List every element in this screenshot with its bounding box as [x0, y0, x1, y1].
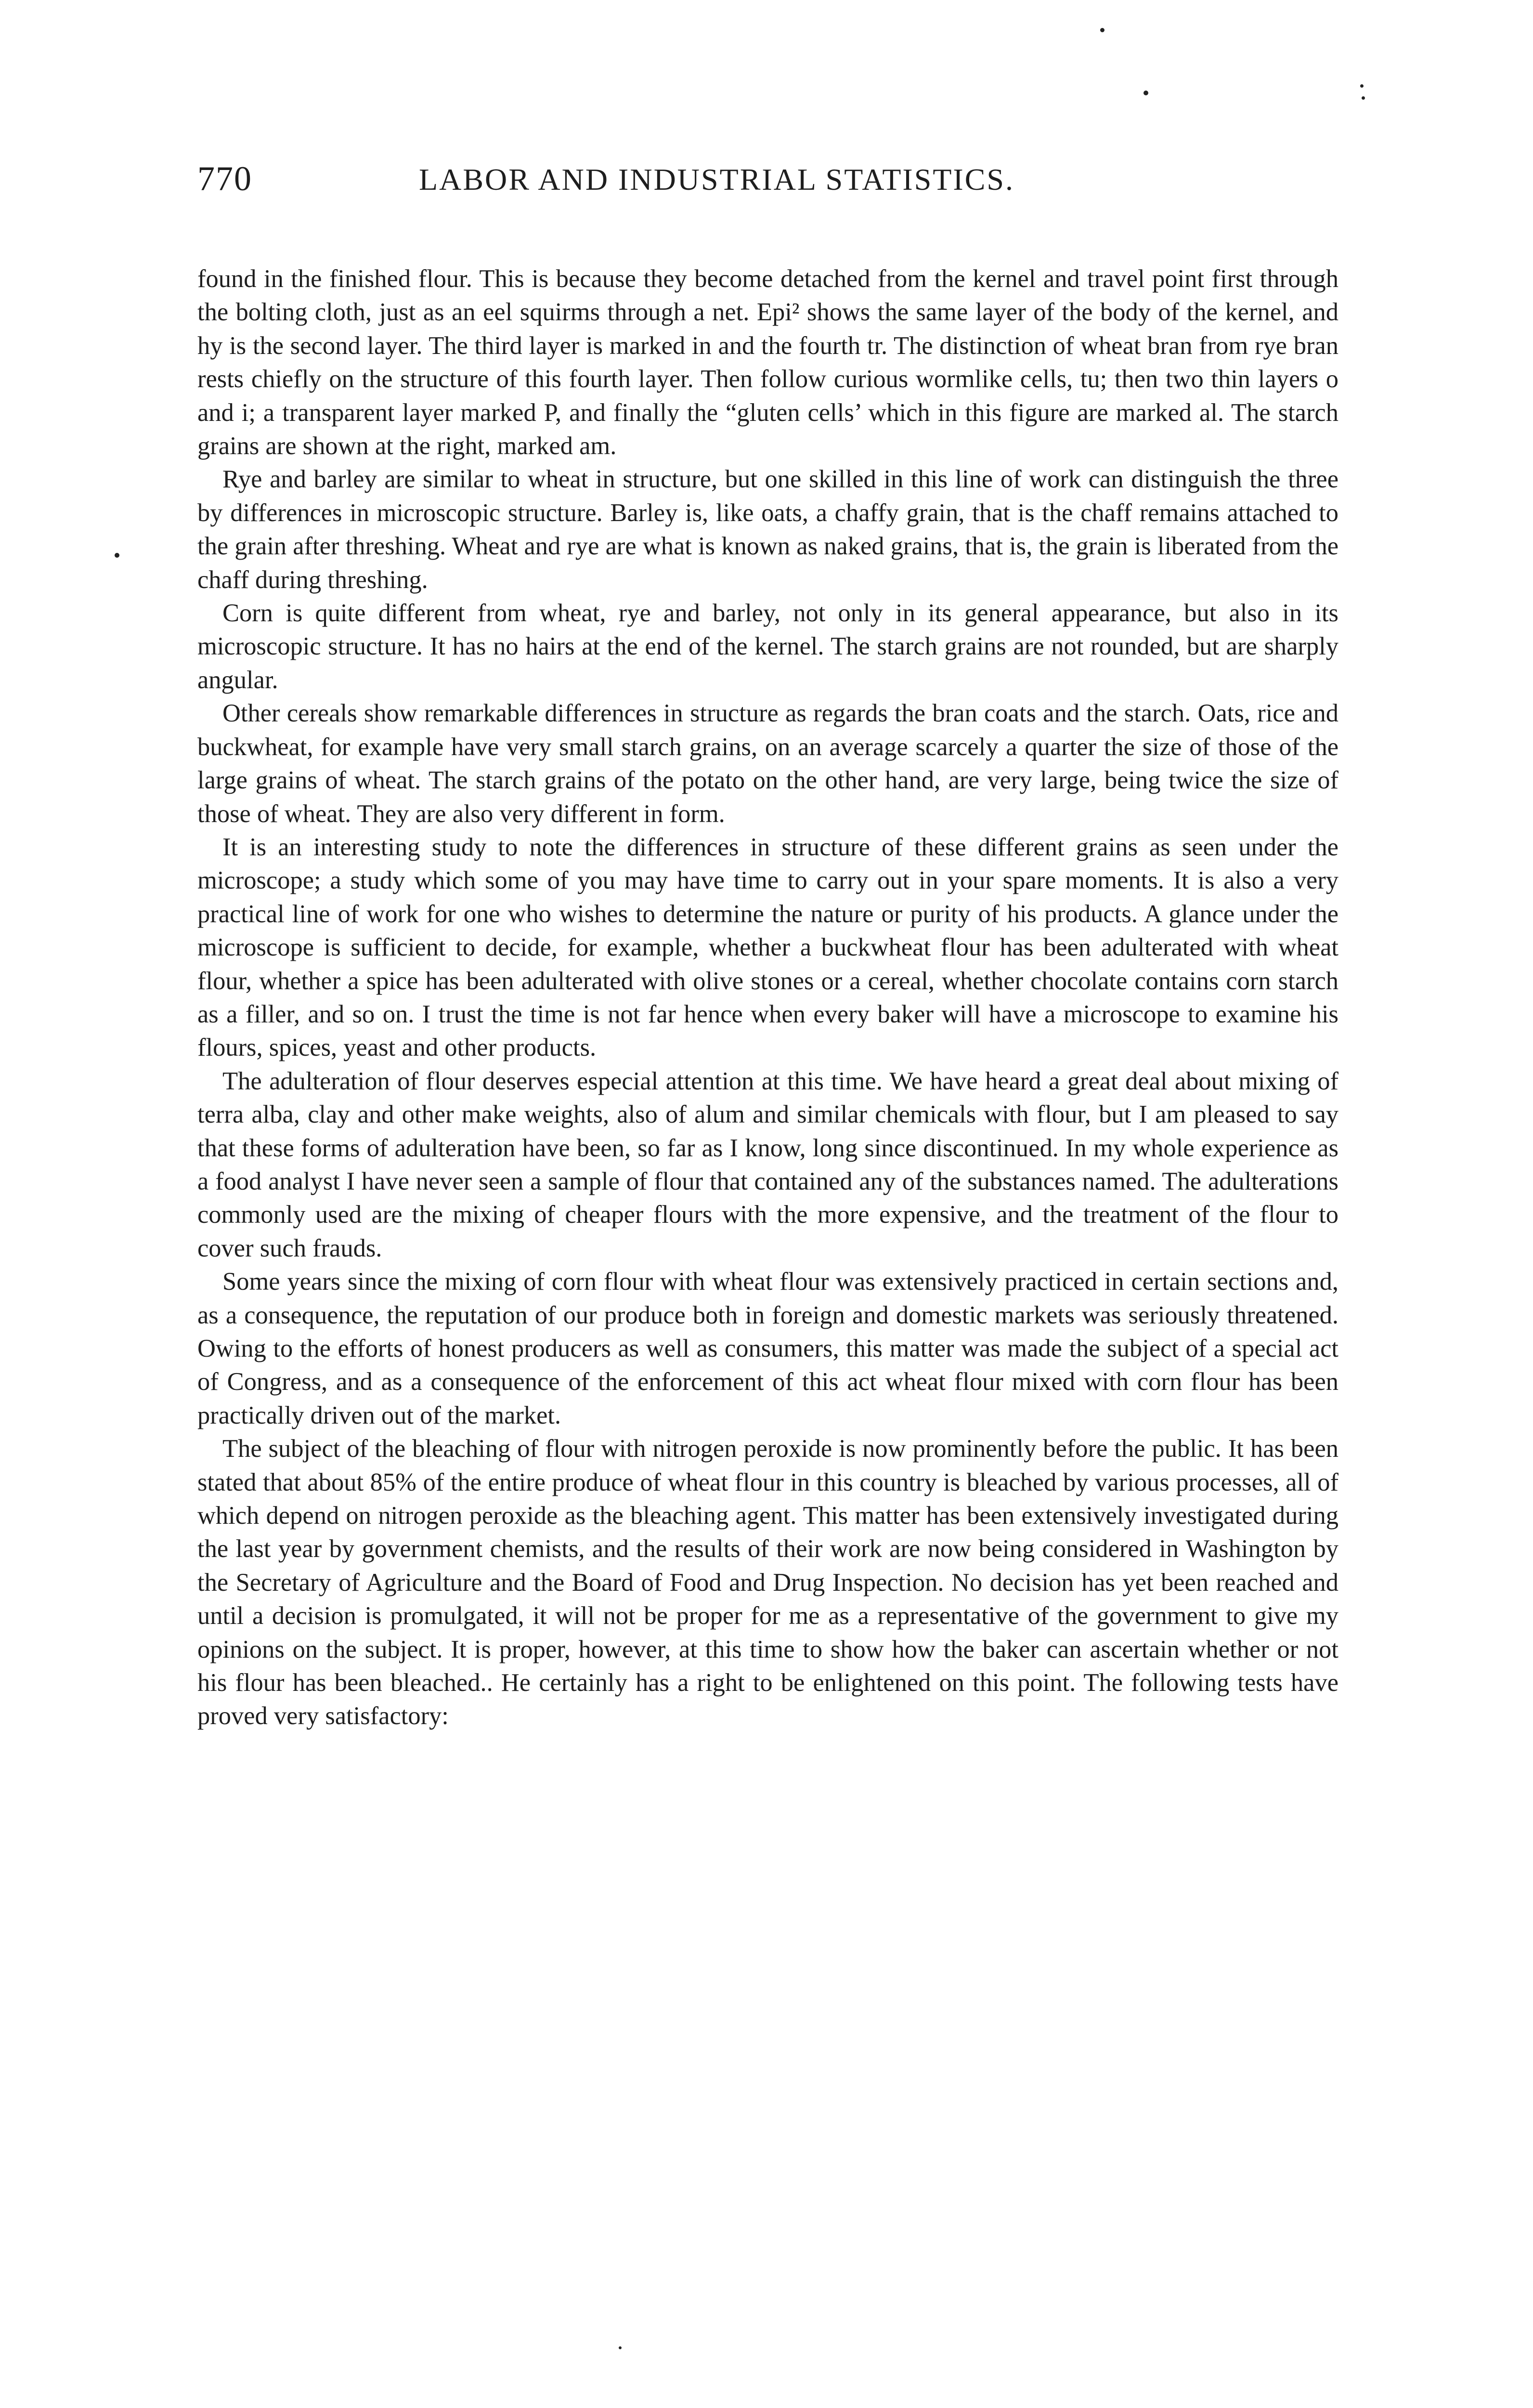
paragraph-8: The subject of the bleaching of flour with nitrogen peroxide is now prominently before the public. It has been stated that about 85% of the entire produce of wheat flour in this country is bleached by various processes, all of which depend on nitrogen peroxide as the bleaching agent. This matter has been extensively investigated during the last year by government chemists, and the results of their work are now being considered in Washington by the Secretary of Agriculture and the Board of Food and Drug Inspection. No decision has yet been reached and until a decision is promulgated, it will not be proper for me as a representative of the government to give my opinions on the subject. It is proper, however, at this time to show how the baker can ascertain whether or not his flour has been bleached.. He certainly has a right to be enlightened on this point. The following tests have proved very satisfactory: [197, 1435, 1338, 1730]
paragraph-6: The adulteration of flour deserves especial attention at this time. We have heard a great deal about mixing of terra alba, clay and other make weights, also of alum and similar chemicals with flour, but I am pleased to say that these forms of adulteration have been, so far as I know, long since discontinued. In my whole experience as a food analyst I have never seen a sample of flour that contained any of the substances named. The adulterations commonly used are the mixing of cheaper flours with the more expensive, and the treatment of the flour to cover such frauds. [197, 1067, 1338, 1262]
scan-speck [1143, 91, 1148, 95]
page-number: 770 [197, 159, 252, 198]
scan-speck [115, 553, 119, 558]
page-header [197, 159, 1338, 217]
paragraph-3: Corn is quite different from wheat, rye and barley, not only in its general appearance, but also in its microscopic structure. It has no hairs at the end of the kernel. The starch grains are not rounded, but are sharply angular. [197, 599, 1338, 694]
body-text [197, 262, 1338, 1733]
paragraph-1: found in the finished flour. This is because they become detached from the kernel and travel point first through the bolting cloth, just as an eel squirms through a net. Epi² shows the same layer of the body of the kernel, and hy is the second layer. The third layer is marked in and the fourth tr. The distinction of wheat bran from rye bran rests chiefly on the structure of this fourth layer. Then follow curious wormlike cells, tu; then two thin layers o and i; a transparent layer marked P, and finally the “gluten cells’ which in this figure are marked al. The starch grains are shown at the right, marked am. [197, 265, 1338, 460]
paragraph-5: It is an interesting study to note the differences in structure of these different grains as seen under the microscope; a study which some of you may have time to carry out in your spare moments. It is also a very practical line of work for one who wishes to determine the nature or purity of his products. A glance under the microscope is sufficient to decide, for example, whether a buckwheat flour has been adulterated with wheat flour, whether a spice has been adulterated with olive stones or a cereal, whether chocolate contains corn starch as a filler, and so on. I trust the time is not far hence when every baker will have a microscope to examine his flours, spices, yeast and other products. [197, 833, 1338, 1062]
paragraph-4: Other cereals show remarkable differences in structure as regards the bran coats and the starch. Oats, rice and buckwheat, for example have very small starch grains, on an average scarcely a quarter the size of those of the large grains of wheat. The starch grains of the potato on the other hand, are very large, being twice the size of those of wheat. They are also very different in form. [197, 699, 1338, 828]
paragraph-7: Some years since the mixing of corn flour with wheat flour was extensively practiced in certain sections and, as a consequence, the reputation of our produce both in foreign and domestic markets was seriously threatened. Owing to the efforts of honest producers as well as consumers, this matter was made the subject of a special act of Congress, and as a consequence of the enforcement of this act wheat flour mixed with corn flour has been practically driven out of the market. [197, 1268, 1338, 1429]
scan-speck [1100, 28, 1104, 32]
paragraph-2: Rye and barley are similar to wheat in structure, but one skilled in this line of work can distinguish the three by differences in microscopic structure. Barley is, like oats, a chaffy grain, that is the chaff remains attached to the grain after threshing. Wheat and rye are what is known as naked grains, that is, the grain is liberated from the chaff during threshing. [197, 465, 1338, 594]
running-title: LABOR AND INDUSTRIAL STATISTICS. [419, 162, 1014, 196]
scan-speck [1362, 96, 1365, 100]
scan-speck [619, 2346, 622, 2349]
scan-speck [1360, 84, 1364, 88]
